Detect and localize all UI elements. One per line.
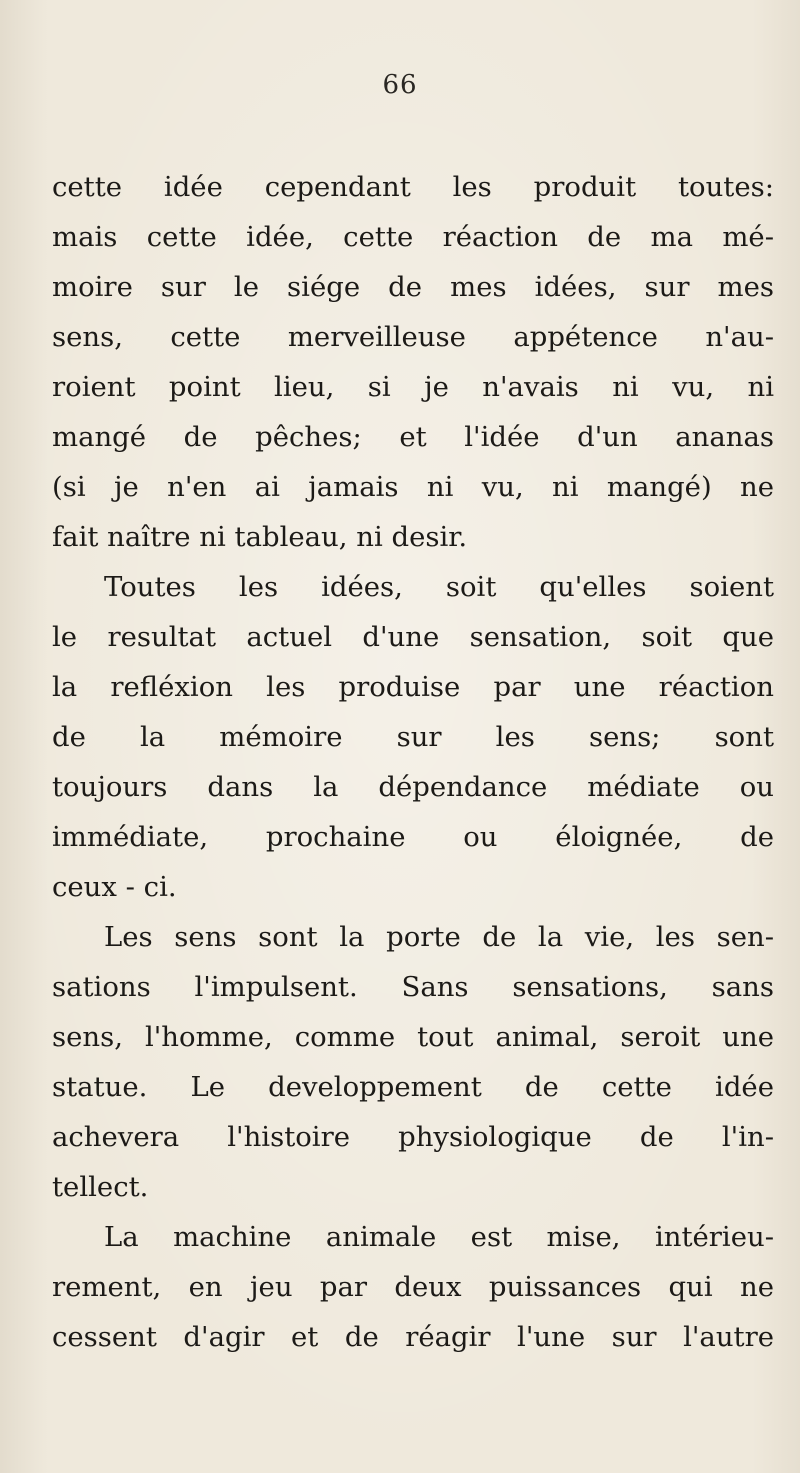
text-line: achevera l'histoire physiologique de l'in-	[52, 1121, 774, 1153]
text-line: mangé de pêches; et l'idée d'un ananas	[52, 421, 774, 453]
text-line: fait naître ni tableau, ni desir.	[52, 521, 468, 553]
text-line: roient point lieu, si je n'avais ni vu, ni	[52, 371, 774, 403]
text-line: la refléxion les produise par une réaction	[52, 671, 774, 703]
text-line: Les sens sont la porte de la vie, les sen-	[104, 921, 774, 953]
text-line: moire sur le siége de mes idées, sur mes	[52, 271, 774, 303]
text-line: sens, cette merveilleuse appétence n'au-	[52, 321, 774, 353]
text-line: mais cette idée, cette réaction de ma mé-	[52, 221, 774, 253]
text-line: La machine animale est mise, intérieu-	[104, 1221, 774, 1253]
text-line: le resultat actuel d'une sensation, soit que	[52, 621, 774, 653]
text-line: statue. Le developpement de cette idée	[52, 1071, 774, 1103]
text-line: immédiate, prochaine ou éloignée, de	[52, 821, 774, 853]
page-number: 66	[382, 70, 418, 100]
text-line: sens, l'homme, comme tout animal, seroit une	[52, 1021, 774, 1053]
text-line: cessent d'agir et de réagir l'une sur l'autre	[52, 1321, 774, 1353]
text-line: de la mémoire sur les sens; sont	[52, 721, 774, 753]
text-line: toujours dans la dépendance médiate ou	[52, 771, 774, 803]
text-line: rement, en jeu par deux puissances qui ne	[52, 1271, 774, 1303]
text-line: Toutes les idées, soit qu'elles soient	[104, 571, 774, 603]
text-line: ceux - ci.	[52, 871, 177, 903]
text-line: (si je n'en ai jamais ni vu, ni mangé) ne	[52, 471, 774, 503]
body-text	[52, 162, 774, 1362]
text-line: tellect.	[52, 1171, 149, 1203]
text-line: sations l'impulsent. Sans sensations, sans	[52, 971, 774, 1003]
text-line: cette idée cependant les produit toutes:	[52, 171, 774, 203]
